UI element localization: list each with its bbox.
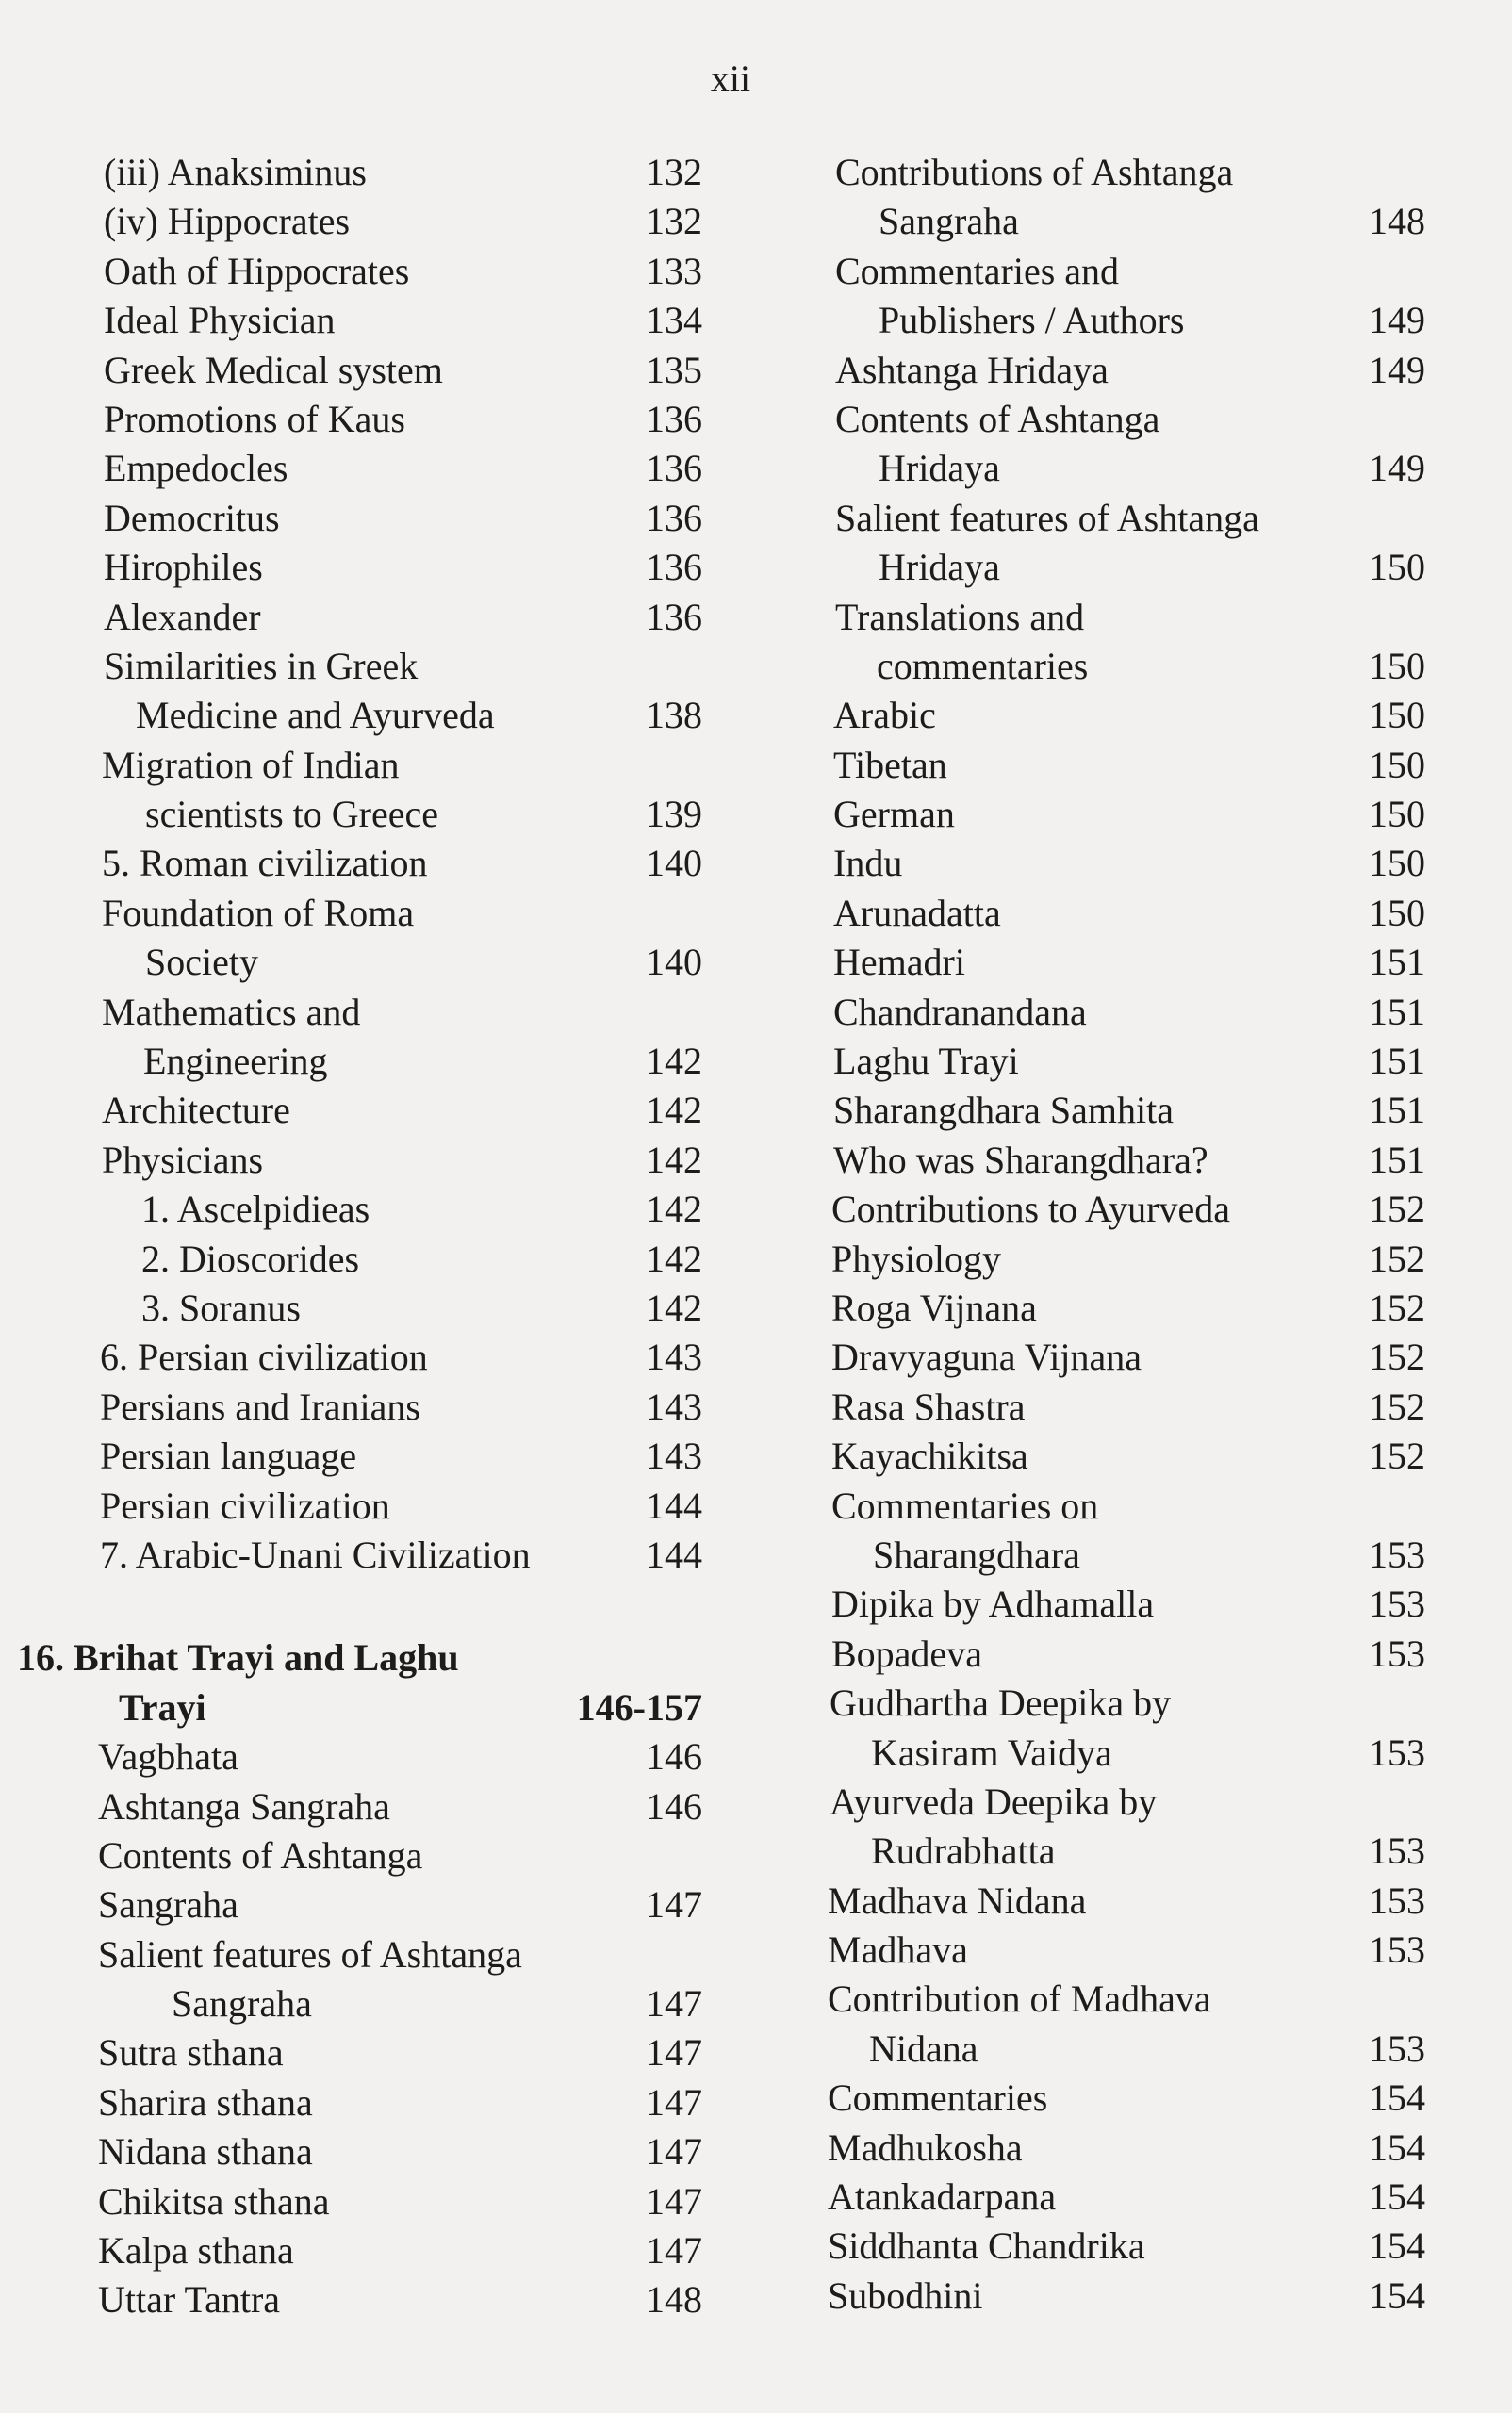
toc-entry-page: 136 xyxy=(646,496,702,539)
toc-entry-title: Persian civilization xyxy=(100,1484,390,1527)
toc-entry xyxy=(0,1531,702,1580)
toc-entry xyxy=(0,148,702,197)
toc-entry-title: Madhava xyxy=(828,1929,968,1972)
toc-entry-page: 150 xyxy=(1369,891,1425,934)
toc-entry-title: Nidana xyxy=(869,2027,978,2070)
toc-entry xyxy=(822,691,1425,740)
toc-entry-page: 135 xyxy=(646,348,702,391)
toc-entry-title: 3. Soranus xyxy=(141,1286,301,1329)
toc-entry-page: 147 xyxy=(646,2080,702,2124)
toc-entry-page: 143 xyxy=(646,1336,702,1379)
toc-entry-page: 147 xyxy=(646,2179,702,2223)
toc-entry xyxy=(0,1037,702,1086)
toc-entry-page: 153 xyxy=(1369,1830,1425,1873)
toc-entry xyxy=(0,1235,702,1284)
toc-entry xyxy=(0,1930,702,1979)
toc-entry-title: Hemadri xyxy=(833,941,965,984)
toc-entry xyxy=(822,642,1425,691)
toc-entry xyxy=(0,1831,702,1880)
toc-entry-title: Contributions to Ayurveda xyxy=(831,1188,1230,1231)
toc-entry-page: 153 xyxy=(1369,2027,1425,2070)
toc-entry-page: 154 xyxy=(1369,2076,1425,2120)
toc-entry-page: 146-157 xyxy=(576,1685,702,1729)
toc-entry xyxy=(0,1185,702,1234)
toc-entry xyxy=(0,197,702,246)
toc-entry xyxy=(0,2028,702,2077)
toc-entry-title: Arabic xyxy=(833,694,936,737)
toc-entry-title: Sharangdhara Samhita xyxy=(833,1089,1174,1132)
toc-entry-title: Foundation of Roma xyxy=(102,891,415,934)
toc-entry-title: Dipika by Adhamalla xyxy=(831,1583,1155,1626)
toc-entry-page: 152 xyxy=(1369,1435,1425,1478)
toc-entry xyxy=(0,741,702,790)
toc-entry-page: 149 xyxy=(1369,299,1425,342)
toc-entry-title: Sutra sthana xyxy=(98,2031,284,2075)
toc-entry xyxy=(822,148,1425,197)
toc-entry-page: 150 xyxy=(1369,793,1425,836)
toc-entry xyxy=(822,1333,1425,1382)
toc-entry xyxy=(822,2124,1425,2173)
toc-chapter-heading xyxy=(0,1683,702,1732)
toc-entry xyxy=(822,395,1425,444)
toc-left-column xyxy=(0,148,702,2325)
toc-entry-title: Vagbhata xyxy=(98,1735,238,1779)
toc-entry-title: Translations and xyxy=(835,595,1085,638)
toc-entry-title: Ayurveda Deepika by xyxy=(830,1780,1158,1823)
toc-entry-title: commentaries xyxy=(877,644,1089,687)
toc-entry-title: Bopadeva xyxy=(831,1632,982,1675)
toc-entry xyxy=(0,1482,702,1531)
toc-entry-page: 152 xyxy=(1369,1336,1425,1379)
toc-entry-title: Sangraha xyxy=(98,1883,238,1927)
toc-entry xyxy=(0,1782,702,1831)
toc-entry-page: 142 xyxy=(646,1138,702,1181)
toc-entry-title: Roga Vijnana xyxy=(831,1286,1037,1329)
toc-entry xyxy=(822,938,1425,987)
toc-entry xyxy=(0,691,702,740)
toc-entry xyxy=(822,1827,1425,1876)
toc-entry-title: Kasiram Vaidya xyxy=(871,1731,1112,1774)
toc-entry xyxy=(0,1333,702,1382)
toc-entry xyxy=(822,543,1425,592)
toc-entry xyxy=(0,839,702,888)
toc-entry-page: 138 xyxy=(646,694,702,737)
toc-entry xyxy=(0,1979,702,2028)
toc-entry-title: 16. Brihat Trayi and Laghu xyxy=(17,1636,459,1680)
toc-entry-page: 150 xyxy=(1369,546,1425,589)
toc-entry-title: 7. Arabic-Unani Civilization xyxy=(100,1533,531,1576)
toc-entry-page: 140 xyxy=(646,842,702,885)
toc-entry-title: Salient features of Ashtanga xyxy=(835,496,1259,539)
toc-entry-title: Promotions of Kaus xyxy=(104,397,405,440)
toc-entry xyxy=(822,790,1425,839)
toc-chapter-heading xyxy=(0,1633,702,1683)
toc-entry-title: Architecture xyxy=(102,1089,290,1132)
toc-entry-page: 153 xyxy=(1369,1533,1425,1576)
toc-entry xyxy=(0,247,702,296)
toc-entry-title: Physicians xyxy=(102,1138,264,1181)
toc-entry-page: 148 xyxy=(1369,200,1425,243)
toc-entry-page: 147 xyxy=(646,2130,702,2174)
toc-entry-page: 151 xyxy=(1369,941,1425,984)
toc-entry-page: 132 xyxy=(646,200,702,243)
toc-entry-page: 142 xyxy=(646,1040,702,1083)
toc-entry xyxy=(822,1580,1425,1629)
toc-entry xyxy=(822,1630,1425,1679)
toc-entry-title: Indu xyxy=(833,842,903,885)
toc-entry xyxy=(822,1284,1425,1333)
toc-entry-title: Atankadarpana xyxy=(828,2175,1057,2219)
toc-entry-title: Subodhini xyxy=(828,2273,983,2317)
toc-entry-page: 151 xyxy=(1369,990,1425,1033)
toc-entry-title: Empedocles xyxy=(104,447,288,490)
toc-entry-page: 142 xyxy=(646,1089,702,1132)
toc-entry-page: 151 xyxy=(1369,1040,1425,1083)
toc-entry xyxy=(0,444,702,493)
toc-entry-title: Kayachikitsa xyxy=(831,1435,1028,1478)
toc-entry xyxy=(822,1877,1425,1926)
toc-entry-page: 154 xyxy=(1369,2175,1425,2219)
toc-entry xyxy=(822,197,1425,246)
toc-entry-title: Oath of Hippocrates xyxy=(104,249,410,292)
toc-entry-title: Madhava Nidana xyxy=(828,1879,1087,1922)
toc-entry xyxy=(822,1136,1425,1185)
toc-entry-title: Greek Medical system xyxy=(104,348,443,391)
toc-entry-page: 142 xyxy=(646,1188,702,1231)
toc-entry xyxy=(0,790,702,839)
toc-entry-title: Chandranandana xyxy=(833,990,1087,1033)
toc-entry xyxy=(822,1679,1425,1728)
toc-entry-page: 150 xyxy=(1369,694,1425,737)
toc-entry-title: Salient features of Ashtanga xyxy=(98,1932,522,1976)
toc-entry xyxy=(0,1383,702,1432)
toc-entry-page: 147 xyxy=(646,1982,702,2026)
toc-entry xyxy=(822,296,1425,345)
toc-entry-title: Siddhanta Chandrika xyxy=(828,2224,1145,2268)
toc-entry xyxy=(0,2127,702,2176)
toc-entry xyxy=(822,889,1425,938)
toc-entry-title: Sangraha xyxy=(172,1982,312,2026)
toc-entry-page: 133 xyxy=(646,249,702,292)
toc-entry-page: 144 xyxy=(646,1484,702,1527)
toc-entry-title: Ashtanga Sangraha xyxy=(98,1784,390,1828)
toc-entry-title: Contents of Ashtanga xyxy=(98,1833,423,1877)
toc-entry xyxy=(822,1185,1425,1234)
toc-entry-title: Nidana sthana xyxy=(98,2130,313,2174)
toc-entry-title: Laghu Trayi xyxy=(833,1040,1019,1083)
toc-entry-page: 153 xyxy=(1369,1879,1425,1922)
toc-entry-title: Dravyaguna Vijnana xyxy=(831,1336,1142,1379)
toc-entry xyxy=(0,1432,702,1481)
toc-entry-page: 134 xyxy=(646,299,702,342)
toc-entry xyxy=(0,938,702,987)
toc-entry xyxy=(0,642,702,691)
toc-entry xyxy=(0,988,702,1037)
toc-entry-title: Engineering xyxy=(143,1040,328,1083)
toc-entry-page: 142 xyxy=(646,1237,702,1280)
toc-entry-page: 150 xyxy=(1369,842,1425,885)
toc-entry-title: Similarities in Greek xyxy=(104,644,419,687)
toc-entry-title: Madhukosha xyxy=(828,2126,1023,2169)
toc-entry-title: Alexander xyxy=(104,595,261,638)
toc-entry-title: Contents of Ashtanga xyxy=(835,397,1160,440)
toc-entry xyxy=(822,2222,1425,2271)
toc-entry-title: German xyxy=(833,793,955,836)
toc-entry xyxy=(0,2078,702,2127)
toc-entry-title: (iv) Hippocrates xyxy=(104,200,351,243)
toc-entry xyxy=(822,247,1425,296)
toc-entry-title: Trayi xyxy=(119,1685,206,1729)
toc-entry-title: Uttar Tantra xyxy=(98,2278,281,2322)
toc-entry-page: 150 xyxy=(1369,743,1425,786)
toc-entry-page: 151 xyxy=(1369,1138,1425,1181)
toc-entry-page: 146 xyxy=(646,1784,702,1828)
toc-entry xyxy=(0,889,702,938)
toc-entry-title: Chikitsa sthana xyxy=(98,2179,330,2223)
toc-entry-title: Migration of Indian xyxy=(102,743,400,786)
toc-right-column xyxy=(822,148,1425,2321)
toc-entry xyxy=(0,346,702,395)
toc-entry xyxy=(0,2275,702,2324)
toc-entry-title: Hridaya xyxy=(879,546,1000,589)
toc-entry xyxy=(0,1732,702,1781)
toc-entry-title: Hridaya xyxy=(879,447,1000,490)
toc-entry xyxy=(822,1235,1425,1284)
toc-entry-page: 149 xyxy=(1369,348,1425,391)
toc-entry-title: Ashtanga Hridaya xyxy=(835,348,1109,391)
toc-entry xyxy=(0,494,702,543)
page-number: xii xyxy=(710,57,751,100)
toc-entry-title: Who was Sharangdhara? xyxy=(833,1138,1208,1181)
toc-entry-title: Sangraha xyxy=(879,200,1019,243)
toc-entry-title: 5. Roman civilization xyxy=(102,842,428,885)
toc-entry-page: 146 xyxy=(646,1735,702,1779)
toc-entry-title: Ideal Physician xyxy=(104,299,336,342)
toc-entry-title: Commentaries on xyxy=(831,1484,1099,1527)
toc-entry xyxy=(822,741,1425,790)
toc-entry xyxy=(822,1531,1425,1580)
toc-entry-title: Sharira sthana xyxy=(98,2080,313,2124)
toc-entry-title: Commentaries and xyxy=(835,249,1120,292)
toc-entry-page: 153 xyxy=(1369,1731,1425,1774)
toc-entry-title: Persian language xyxy=(100,1435,357,1478)
toc-entry xyxy=(822,1778,1425,1827)
toc-entry-page: 154 xyxy=(1369,2126,1425,2169)
toc-entry-title: Persians and Iranians xyxy=(100,1385,420,1428)
toc-entry xyxy=(0,543,702,592)
toc-entry-title: Commentaries xyxy=(828,2076,1048,2120)
toc-entry xyxy=(0,1136,702,1185)
toc-entry-page: 152 xyxy=(1369,1188,1425,1231)
toc-entry xyxy=(0,2226,702,2275)
toc-entry-title: Tibetan xyxy=(833,743,947,786)
toc-entry xyxy=(0,2177,702,2226)
toc-entry xyxy=(0,1284,702,1333)
toc-entry-page: 136 xyxy=(646,546,702,589)
toc-entry-page: 153 xyxy=(1369,1929,1425,1972)
toc-entry-title: 2. Dioscorides xyxy=(141,1237,360,1280)
toc-entry-title: Rudrabhatta xyxy=(871,1830,1056,1873)
toc-entry-title: Hirophiles xyxy=(104,546,263,589)
toc-entry-page: 147 xyxy=(646,2031,702,2075)
toc-entry-title: 1. Ascelpidieas xyxy=(141,1188,370,1231)
toc-entry xyxy=(822,1086,1425,1135)
toc-entry-page: 132 xyxy=(646,151,702,193)
toc-entry-page: 136 xyxy=(646,447,702,490)
toc-entry-page: 151 xyxy=(1369,1089,1425,1132)
toc-entry xyxy=(822,1037,1425,1086)
toc-entry xyxy=(822,1482,1425,1531)
toc-entry-page: 152 xyxy=(1369,1286,1425,1329)
toc-entry-title: Kalpa sthana xyxy=(98,2229,294,2273)
toc-entry xyxy=(0,1880,702,1929)
toc-entry xyxy=(822,2272,1425,2321)
toc-entry-page: 147 xyxy=(646,2229,702,2273)
toc-entry xyxy=(822,593,1425,642)
toc-entry-page: 154 xyxy=(1369,2273,1425,2317)
toc-entry-page: 153 xyxy=(1369,1583,1425,1626)
toc-entry-title: Publishers / Authors xyxy=(879,299,1185,342)
toc-entry xyxy=(0,296,702,345)
toc-entry xyxy=(822,1975,1425,2024)
toc-entry xyxy=(822,2025,1425,2074)
toc-entry xyxy=(822,1729,1425,1778)
toc-entry-title: Arunadatta xyxy=(833,891,1001,934)
toc-entry xyxy=(0,395,702,444)
toc-entry-title: scientists to Greece xyxy=(145,793,438,836)
toc-entry xyxy=(822,1383,1425,1432)
toc-entry xyxy=(822,2173,1425,2222)
toc-entry-page: 136 xyxy=(646,397,702,440)
toc-entry-title: Medicine and Ayurveda xyxy=(136,694,495,737)
toc-entry-title: Society xyxy=(145,941,258,984)
toc-entry-title: Rasa Shastra xyxy=(831,1385,1026,1428)
toc-entry xyxy=(822,444,1425,493)
toc-entry-page: 140 xyxy=(646,941,702,984)
toc-entry xyxy=(0,1086,702,1135)
toc-entry xyxy=(822,839,1425,888)
toc-entry-page: 139 xyxy=(646,793,702,836)
toc-entry-title: Sharangdhara xyxy=(873,1533,1080,1576)
toc-entry-page: 143 xyxy=(646,1385,702,1428)
toc-entry-page: 152 xyxy=(1369,1237,1425,1280)
toc-entry-page: 153 xyxy=(1369,1632,1425,1675)
toc-entry xyxy=(822,1432,1425,1481)
toc-entry-title: Contribution of Madhava xyxy=(828,1978,1211,2021)
toc-entry-page: 152 xyxy=(1369,1385,1425,1428)
toc-entry-title: Democritus xyxy=(104,496,280,539)
toc-entry-page: 143 xyxy=(646,1435,702,1478)
toc-entry xyxy=(822,2074,1425,2123)
toc-entry-title: Physiology xyxy=(831,1237,1002,1280)
toc-entry-title: Gudhartha Deepika by xyxy=(830,1682,1172,1725)
toc-entry-page: 149 xyxy=(1369,447,1425,490)
toc-entry-title: Contributions of Ashtanga xyxy=(835,151,1234,193)
toc-entry-page: 150 xyxy=(1369,644,1425,687)
toc-entry xyxy=(0,593,702,642)
toc-entry-page: 142 xyxy=(646,1286,702,1329)
toc-entry-title: 6. Persian civilization xyxy=(100,1336,428,1379)
toc-entry-page: 147 xyxy=(646,1883,702,1927)
toc-entry-title: Mathematics and xyxy=(102,990,361,1033)
section-gap xyxy=(0,1580,702,1633)
toc-entry-title: (iii) Anaksiminus xyxy=(104,151,367,193)
toc-entry xyxy=(822,988,1425,1037)
toc-entry-page: 144 xyxy=(646,1533,702,1576)
toc-entry-page: 136 xyxy=(646,595,702,638)
toc-entry xyxy=(822,1926,1425,1975)
toc-entry-page: 148 xyxy=(646,2278,702,2322)
toc-entry xyxy=(822,494,1425,543)
toc-entry xyxy=(822,346,1425,395)
toc-entry-page: 154 xyxy=(1369,2224,1425,2268)
